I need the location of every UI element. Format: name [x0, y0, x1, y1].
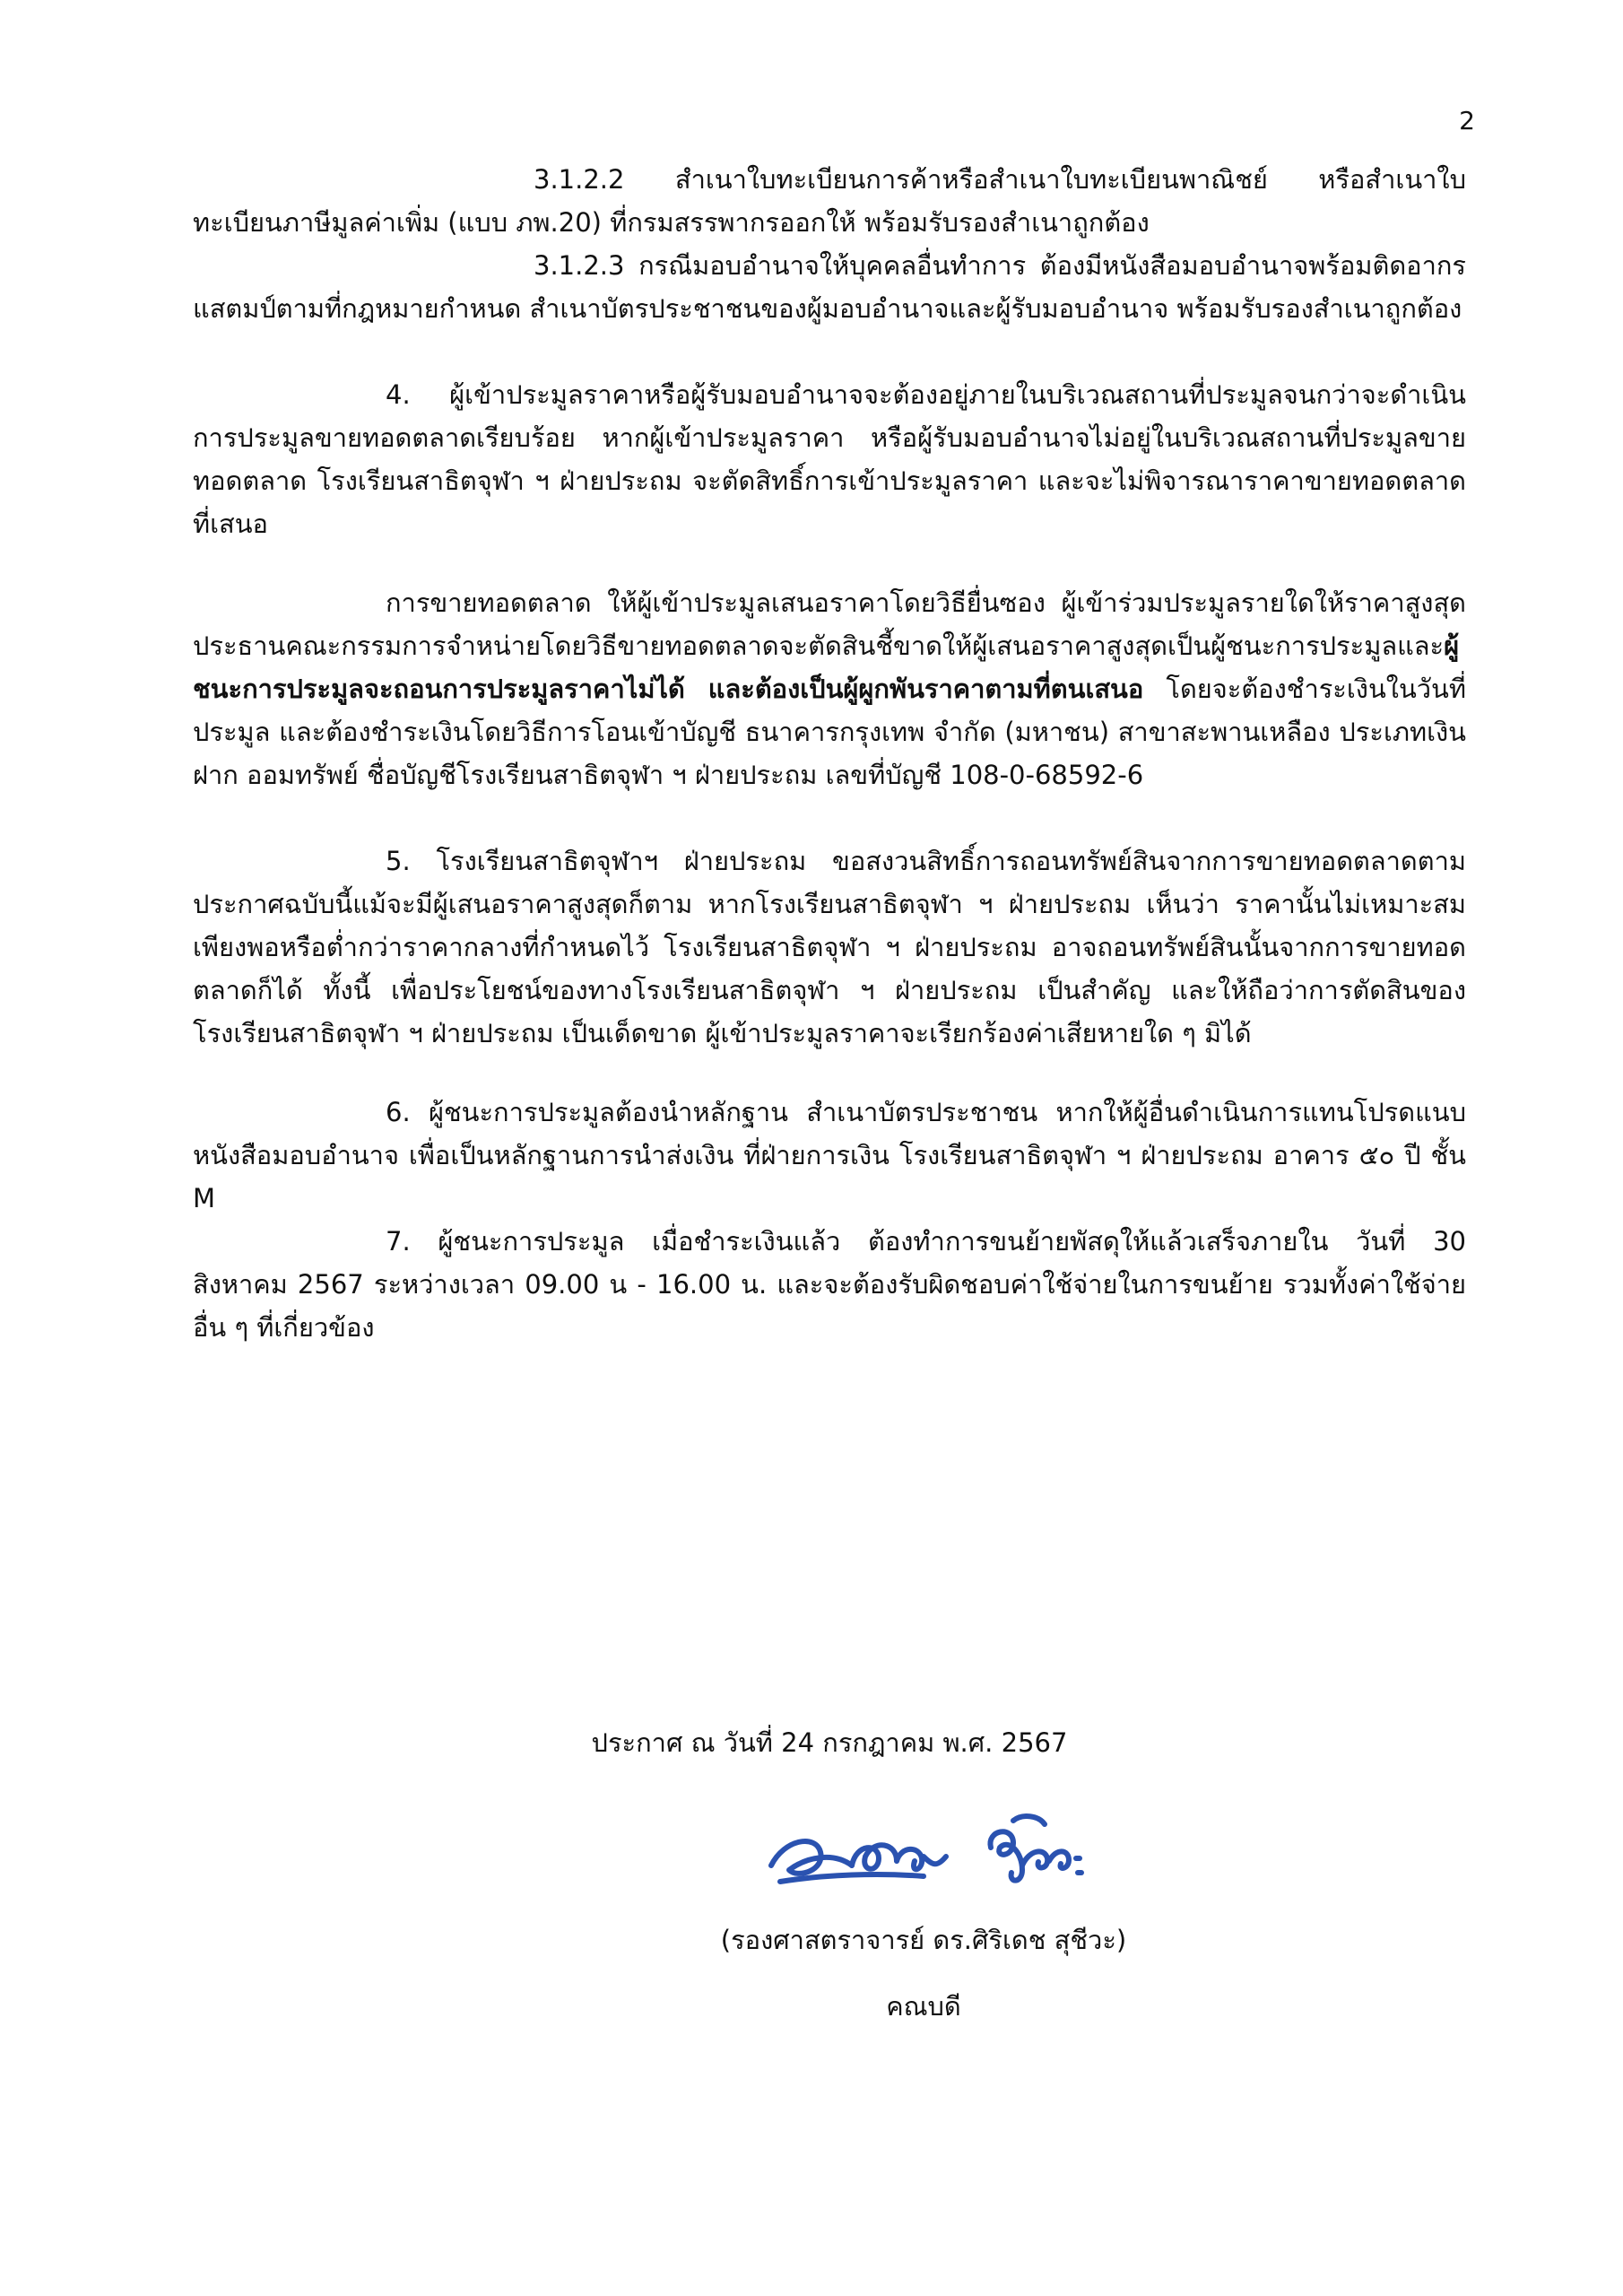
document-body: [193, 158, 1466, 1349]
auction-text-bold: ผู้ชนะการประมูลจะถอนการประมูลราคาไม่ได้ และต้องเป็นผู้ผูกพันราคาตามที่ตนเสนอ: [193, 631, 1460, 704]
auction-text-start: การขายทอดตลาด ให้ผู้เข้าประมูลเสนอราคาโดยวิธียื่นซอง ผู้เข้าร่วมประมูลรายใดให้ราคาสูงสุดประธานคณะกรรมการจำหน่ายโดยวิธีขายทอดตลาดจะตัดสินชี้ขาดให้ผู้เสนอราคาสูงสุดเป็นผู้ชนะการประมูลและ: [193, 587, 1466, 661]
clause-4: 4. ผู้เข้าประมูลราคาหรือผู้รับมอบอำนาจจะต้องอยู่ภายในบริเวณสถานที่ประมูลจนกว่าจะดำเนินการประมูลขายทอดตลาดเรียบร้อย หากผู้เข้าประมูลราคา หรือผู้รับมอบอำนาจไม่อยู่ในบริเวณสถานที่ประมูลขายทอดตลาด โรงเรียนสาธิตจุฬา ฯ ฝ่ายประถม จะตัดสิทธิ์การเข้าประมูลราคา และจะไม่พิจารณาราคาขายทอดตลาดที่เสนอ: [193, 379, 1466, 539]
announcement-date: ประกาศ ณ วันที่ 24 กรกฎาคม พ.ศ. 2567: [591, 1727, 1068, 1758]
auction-paragraph: [193, 581, 1466, 796]
clause-6: 6. ผู้ชนะการประมูลต้องนำหลักฐาน สำเนาบัตรประชาชน หากให้ผู้อื่นดำเนินการแทนโปรดแนบหนังสือมอบอำนาจ เพื่อเป็นหลักฐานการนำส่งเงิน ที่ฝ่ายการเงิน โรงเรียนสาธิตจุฬา ฯ ฝ่ายประถม อาคาร ๕๐ ปี ชั้น M: [193, 1097, 1466, 1213]
clause-5: 5. โรงเรียนสาธิตจุฬาฯ ฝ่ายประถม ขอสงวนสิทธิ์การถอนทรัพย์สินจากการขายทอดตลาดตามประกาศฉบับนี้แม้จะมีผู้เสนอราคาสูงสุดก็ตาม หากโรงเรียนสาธิตจุฬา ฯ ฝ่ายประถม เห็นว่า ราคานั้นไม่เหมาะสมเพียงพอหรือต่ำกว่าราคากลางที่กำหนดไว้ โรงเรียนสาธิตจุฬา ฯ ฝ่ายประถม อาจถอนทรัพย์สินนั้นจากการขายทอดตลาดก็ได้ ทั้งนี้ เพื่อประโยชน์ของทางโรงเรียนสาธิตจุฬา ฯ ฝ่ายประถม เป็นสำคัญ และให้ถือว่าการตัดสินของโรงเรียนสาธิตจุฬา ฯ ฝ่ายประถม เป็นเด็ดขาด ผู้เข้าประมูลราคาจะเรียกร้องค่าเสียหายใด ๆ มิได้: [193, 846, 1466, 1048]
clause-7: 7. ผู้ชนะการประมูล เมื่อชำระเงินแล้ว ต้องทำการขนย้ายพัสดุให้แล้วเสร็จภายใน วันที่ 30 สิงหาคม 2567 ระหว่างเวลา 09.00 น - 16.00 น. และจะต้องรับผิดชอบค่าใช้จ่ายในการขนย้าย รวมทั้งค่าใช้จ่ายอื่น ๆ ที่เกี่ยวข้อง: [193, 1226, 1466, 1343]
signature-image: [753, 1803, 1130, 1901]
auction-text-end: โดยจะต้องชำระเงินในวันที่ประมูล และต้องชำระเงินโดยวิธีการโอนเข้าบัญชี ธนาคารกรุงเทพ จำกัด (มหาชน) สาขาสะพานเหลือง ประเภทเงินฝาก ออมทรัพย์ ชื่อบัญชีโรงเรียนสาธิตจุฬา ฯ ฝ่ายประถม เลขที่บัญชี 108-0-68592-6: [193, 674, 1466, 790]
signer-name: (รองศาสตราจารย์ ดร.ศิริเดช สุชีวะ): [720, 1925, 1127, 1955]
page-number: 2: [1459, 106, 1475, 135]
signer-title: คณบดี: [886, 1991, 961, 2022]
clause-3-1-2-3: 3.1.2.3 กรณีมอบอำนาจให้บุคคลอื่นทำการ ต้องมีหนังสือมอบอำนาจพร้อมติดอากรแสตมป์ตามที่กฎหมายกำหนด สำเนาบัตรประชาชนของผู้มอบอำนาจและผู้รับมอบอำนาจ พร้อมรับรองสำเนาถูกต้อง: [193, 250, 1466, 324]
clause-3-1-2-2: 3.1.2.2 สำเนาใบทะเบียนการค้าหรือสำเนาใบทะเบียนพาณิชย์ หรือสำเนาใบทะเบียนภาษีมูลค่าเพิ่ม (แบบ ภพ.20) ที่กรมสรรพากรออกให้ พร้อมรับรองสำเนาถูกต้อง: [193, 164, 1466, 238]
